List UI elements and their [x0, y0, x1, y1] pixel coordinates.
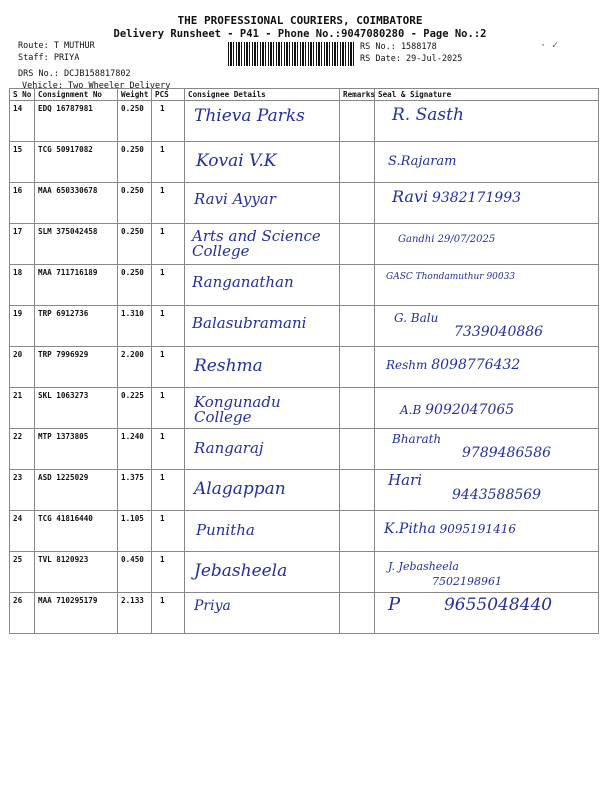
cell-remarks [340, 429, 375, 470]
cell-signature [375, 388, 599, 429]
table-row [10, 511, 599, 552]
signature-handwriting [378, 514, 595, 536]
signature-text: J. Jebasheela [388, 560, 459, 573]
cell-sno: 22 [10, 429, 35, 470]
cell-weight: 0.250 [118, 101, 152, 142]
cell-consignment: SKL 1063273 [35, 388, 118, 429]
cell-signature [375, 470, 599, 511]
cell-weight: 0.250 [118, 265, 152, 306]
cell-remarks [340, 183, 375, 224]
cell-pcs: 1 [152, 101, 185, 142]
signature-phone: 9443588569 [452, 487, 542, 503]
staff-label: Staff: PRIYA [18, 53, 80, 63]
cell-pcs: 1 [152, 593, 185, 634]
cell-consignee [185, 224, 340, 265]
cell-weight: 2.200 [118, 347, 152, 388]
cell-consignment: SLM 375042458 [35, 224, 118, 265]
cell-pcs: 1 [152, 511, 185, 552]
table-row [10, 183, 599, 224]
signature-handwriting [378, 350, 595, 372]
cell-remarks [340, 593, 375, 634]
cell-sno: 16 [10, 183, 35, 224]
signature-handwriting: S.Rajaram [388, 154, 457, 169]
cell-sno: 25 [10, 552, 35, 593]
cell-consignee [185, 511, 340, 552]
consignee-handwriting: Thieva Parks [194, 106, 305, 126]
table-row [10, 593, 599, 634]
cell-weight: 1.240 [118, 429, 152, 470]
cell-consignee [185, 388, 340, 429]
table-row [10, 265, 599, 306]
cell-sno: 15 [10, 142, 35, 183]
cell-weight: 0.225 [118, 388, 152, 429]
signature-handwriting [378, 473, 595, 502]
cell-pcs: 1 [152, 470, 185, 511]
consignee-handwriting: Priya [194, 598, 231, 614]
cell-pcs: 1 [152, 552, 185, 593]
signature-handwriting [378, 596, 595, 613]
cell-consignment: TRP 7996929 [35, 347, 118, 388]
signature-text: Hari [388, 471, 422, 489]
cell-remarks [340, 388, 375, 429]
cell-weight: 0.250 [118, 183, 152, 224]
col-weight: Weight [118, 89, 152, 101]
cell-consignment: EDQ 16787981 [35, 101, 118, 142]
table-row [10, 347, 599, 388]
col-consignee: Consignee Details [185, 89, 340, 101]
cell-remarks [340, 470, 375, 511]
table-row [10, 224, 599, 265]
cell-pcs: 1 [152, 429, 185, 470]
cell-weight: 1.310 [118, 306, 152, 347]
col-signature: Seal & Signature [375, 89, 599, 101]
cell-weight: 2.133 [118, 593, 152, 634]
cell-consignee [185, 142, 340, 183]
cell-consignment: ASD 1225029 [35, 470, 118, 511]
cell-consignee [185, 429, 340, 470]
drs-label: DRS No.: DCJB158817802 [18, 69, 131, 79]
signature-handwriting: GASC Thondamuthur 90033 [386, 272, 516, 282]
cell-remarks [340, 224, 375, 265]
cell-signature [375, 347, 599, 388]
consignee-handwriting: Ravi Ayyar [194, 190, 276, 208]
cell-signature [375, 265, 599, 306]
consignee-handwriting: Jebasheela [194, 561, 288, 581]
cell-consignment: TCG 41816440 [35, 511, 118, 552]
cell-consignee [185, 306, 340, 347]
cell-consignment: MAA 711716189 [35, 265, 118, 306]
table-row [10, 306, 599, 347]
consignee-handwriting: Ranganathan [192, 273, 294, 291]
cell-pcs: 1 [152, 142, 185, 183]
cell-consignee [185, 552, 340, 593]
cell-consignment: TRP 6912736 [35, 306, 118, 347]
signature-text: K.Pitha [384, 521, 436, 537]
cell-consignee [185, 470, 340, 511]
cell-consignee [185, 347, 340, 388]
page-blank-area [0, 640, 600, 800]
signature-handwriting [378, 186, 595, 205]
cell-signature [375, 429, 599, 470]
cell-signature [375, 183, 599, 224]
table-row [10, 388, 599, 429]
cell-pcs: 1 [152, 347, 185, 388]
cell-sno: 19 [10, 306, 35, 347]
table-header-row [10, 89, 599, 101]
consignee-handwriting: Reshma [194, 356, 263, 376]
cell-signature [375, 593, 599, 634]
cell-consignee [185, 265, 340, 306]
cell-weight: 0.250 [118, 142, 152, 183]
cell-sno: 14 [10, 101, 35, 142]
consignee-handwriting: Balasubramani [192, 314, 307, 332]
cell-sno: 24 [10, 511, 35, 552]
cell-sno: 17 [10, 224, 35, 265]
rs-info-block [360, 41, 462, 65]
signature-text: G. Balu [394, 311, 439, 325]
cell-sno: 23 [10, 470, 35, 511]
consignee-handwriting: Kovai V.K [196, 151, 277, 171]
rs-date: RS Date: 29-Jul-2025 [360, 54, 463, 64]
cell-signature [375, 101, 599, 142]
consignee-handwriting: Kongunadu College [194, 393, 281, 426]
runsheet-subtitle: Delivery Runsheet - P41 - Phone No.:9047080280 - Page No.:2 [113, 28, 487, 40]
cell-weight: 1.105 [118, 511, 152, 552]
table-row [10, 429, 599, 470]
cell-remarks [340, 306, 375, 347]
signature-phone: 8098776432 [431, 357, 521, 373]
cell-pcs: 1 [152, 183, 185, 224]
col-pcs: PCS [152, 89, 185, 101]
cell-consignment: MAA 710295179 [35, 593, 118, 634]
stray-pen-mark: · ✓ [540, 40, 559, 51]
cell-remarks [340, 101, 375, 142]
signature-handwriting [378, 555, 595, 589]
signature-handwriting [378, 432, 595, 460]
col-consignment: Consignment No [35, 89, 118, 101]
signature-phone: 9092047065 [425, 402, 515, 418]
consignee-handwriting: Rangaraj [194, 439, 264, 457]
signature-handwriting [378, 391, 595, 417]
vehicle-label: Vehicle: Two Wheeler Delivery [22, 81, 171, 91]
rs-number: RS No.: 1588178 [360, 42, 437, 52]
signature-text: Ravi [392, 187, 429, 206]
cell-sno: 26 [10, 593, 35, 634]
signature-phone: 9655048440 [443, 595, 553, 615]
cell-remarks [340, 552, 375, 593]
cell-pcs: 1 [152, 265, 185, 306]
cell-signature [375, 224, 599, 265]
cell-weight: 0.250 [118, 224, 152, 265]
cell-pcs: 1 [152, 388, 185, 429]
table-row [10, 142, 599, 183]
cell-pcs: 1 [152, 306, 185, 347]
cell-sno: 21 [10, 388, 35, 429]
delivery-table [9, 88, 599, 634]
signature-handwriting [378, 309, 595, 339]
consignee-handwriting: Punitha [196, 521, 255, 539]
cell-signature [375, 142, 599, 183]
table-row [10, 552, 599, 593]
cell-weight: 1.375 [118, 470, 152, 511]
signature-phone: 9789486586 [462, 445, 552, 461]
route-label: Route: T MUTHUR [18, 41, 95, 51]
cell-sno: 20 [10, 347, 35, 388]
table-row [10, 470, 599, 511]
signature-handwriting: R. Sasth [392, 105, 464, 125]
barcode-image [228, 42, 354, 66]
cell-signature [375, 306, 599, 347]
cell-remarks [340, 265, 375, 306]
company-title: THE PROFESSIONAL COURIERS, COIMBATORE [177, 14, 423, 27]
signature-phone: 7339040886 [454, 324, 544, 340]
cell-signature [375, 511, 599, 552]
cell-remarks [340, 511, 375, 552]
col-sno: S No [10, 89, 35, 101]
cell-remarks [340, 142, 375, 183]
cell-weight: 0.450 [118, 552, 152, 593]
cell-sno: 18 [10, 265, 35, 306]
consignee-handwriting: Arts and Science College [192, 227, 321, 260]
signature-text: A.B [400, 403, 422, 417]
route-info-block [18, 40, 170, 92]
consignee-handwriting: Alagappan [194, 479, 286, 499]
signature-text: P [388, 594, 401, 615]
cell-consignment: TVL 8120923 [35, 552, 118, 593]
cell-consignment: MAA 650330678 [35, 183, 118, 224]
col-remarks: Remarks [340, 89, 375, 101]
cell-consignee [185, 183, 340, 224]
signature-phone: 7502198961 [432, 575, 502, 588]
signature-text: Reshm [386, 358, 428, 372]
cell-pcs: 1 [152, 224, 185, 265]
cell-remarks [340, 347, 375, 388]
cell-signature [375, 552, 599, 593]
cell-consignment: MTP 1373805 [35, 429, 118, 470]
signature-handwriting: Gandhi 29/07/2025 [398, 234, 496, 245]
cell-consignee [185, 101, 340, 142]
signature-phone: 9382171993 [431, 190, 522, 206]
cell-consignment: TCG 50917082 [35, 142, 118, 183]
signature-text: Bharath [392, 432, 442, 446]
cell-consignee [185, 593, 340, 634]
table-row [10, 101, 599, 142]
signature-phone: 9095191416 [439, 522, 516, 536]
